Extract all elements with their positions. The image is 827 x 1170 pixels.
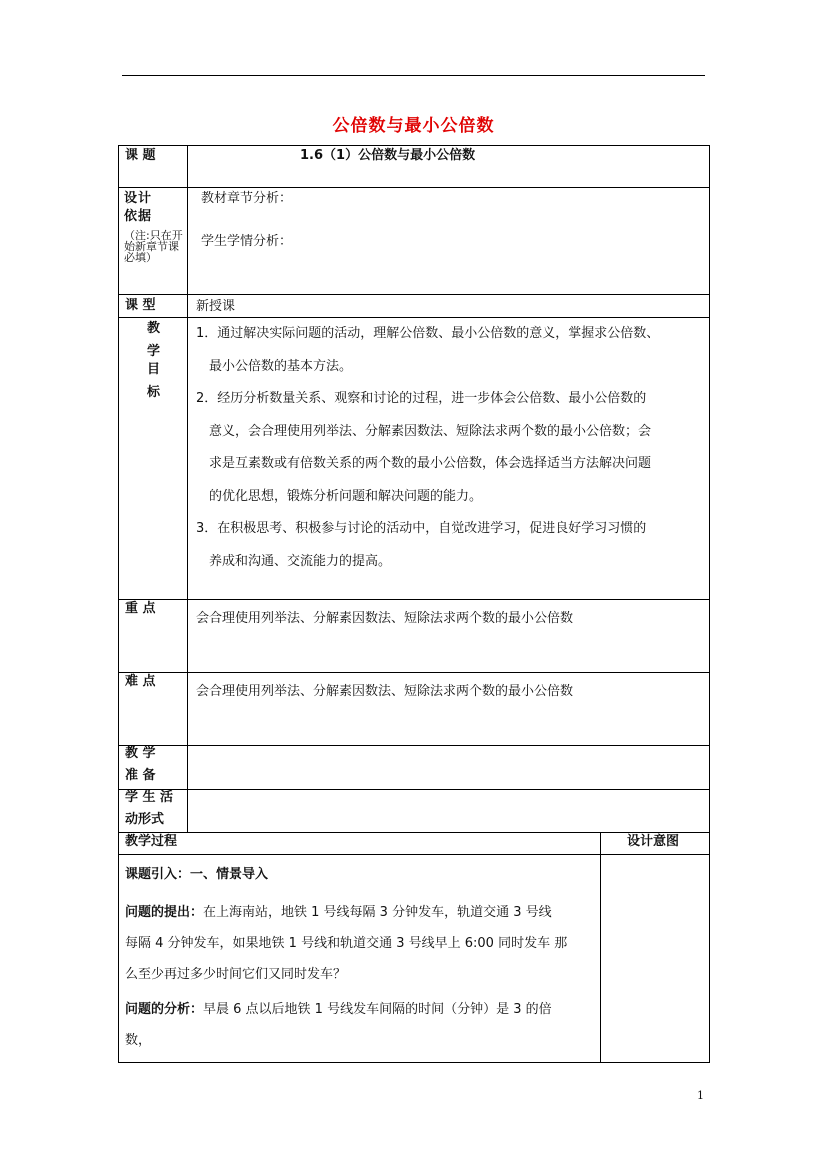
objective-line: 最小公倍数的基本方法。 xyxy=(209,358,353,374)
key-point-label: 重 点 xyxy=(125,601,156,616)
column-divider xyxy=(187,146,188,832)
preparation-label: 教 学 xyxy=(125,746,156,761)
student-analysis-label: 学生学情分析： xyxy=(201,234,293,249)
objectives-label-char: 学 xyxy=(147,344,161,359)
activity-form-label: 动形式 xyxy=(125,812,165,827)
objectives-label-char: 标 xyxy=(147,385,161,400)
question-line: 在上海南站，地铁 1 号线每隔 3 分钟发车，轨道交通 3 号线 xyxy=(203,905,552,920)
question-block xyxy=(125,897,567,990)
difficulty-label: 难 点 xyxy=(125,674,156,689)
row-divider xyxy=(119,599,709,600)
basis-label: 设计依据 xyxy=(124,191,153,224)
objective-line: 1．通过解决实际问题的活动，理解公倍数、最小公倍数的意义，掌握求公倍数、 xyxy=(196,326,660,341)
objective-line: 3．在积极思考、积极参与讨论的活动中，自觉改进学习，促进良好学习习惯的 xyxy=(196,521,647,536)
row-divider xyxy=(119,789,709,790)
row-divider xyxy=(119,294,709,295)
key-point-value: 会合理使用列举法、分解素因数法、短除法求两个数的最小公倍数 xyxy=(196,611,574,626)
document-title: 公倍数与最小公倍数 xyxy=(332,116,495,136)
row-divider xyxy=(119,854,709,855)
objectives-list xyxy=(196,318,659,578)
topic-value: 1.6（1）公倍数与最小公倍数 xyxy=(300,148,476,163)
analysis-line: 数， xyxy=(125,1033,152,1048)
basis-note: （注:只在开始新章节课必填） xyxy=(124,229,183,264)
lesson-type-label: 课 型 xyxy=(125,298,156,313)
analysis-block xyxy=(125,994,552,1056)
intro-heading: 课题引入：一、情景导入 xyxy=(125,867,269,882)
process-header: 教学过程 xyxy=(125,834,178,849)
activity-form-label: 学 生 活 xyxy=(125,790,174,805)
objectives-label-char: 目 xyxy=(147,362,161,377)
lesson-type-value: 新授课 xyxy=(196,299,236,314)
design-intent-header: 设计意图 xyxy=(627,834,680,849)
objective-line: 养成和沟通、交流能力的提高。 xyxy=(209,553,392,569)
row-divider xyxy=(119,745,709,746)
page-number: 1 xyxy=(697,1089,704,1102)
textbook-analysis-label: 教材章节分析： xyxy=(201,191,293,206)
objective-line: 意义，会合理使用列举法、分解素因数法、短除法求两个数的最小公倍数；会 xyxy=(209,423,652,439)
question-line: 每隔 4 分钟发车，如果地铁 1 号线和轨道交通 3 号线早上 6:00 同时发车 那 xyxy=(125,936,568,951)
objectives-label-char: 教 xyxy=(147,321,161,336)
topic-label: 课 题 xyxy=(125,148,156,163)
difficulty-value: 会合理使用列举法、分解素因数法、短除法求两个数的最小公倍数 xyxy=(196,684,574,699)
preparation-label: 准 备 xyxy=(125,768,156,783)
analysis-label: 问题的分析： xyxy=(125,1002,204,1017)
objective-line: 的优化思想，锻炼分析问题和解决问题的能力。 xyxy=(209,488,483,504)
question-label: 问题的提出： xyxy=(125,905,204,920)
objective-line: 2．经历分析数量关系、观察和讨论的过程，进一步体会公倍数、最小公倍数的 xyxy=(196,391,647,406)
row-divider xyxy=(119,187,709,188)
question-line: 么至少再过多少时间它们又同时发车？ xyxy=(125,967,347,982)
header-rule xyxy=(122,75,705,76)
row-divider xyxy=(119,832,709,833)
objective-line: 求是互素数或有倍数关系的两个数的最小公倍数，体会选择适当方法解决问题 xyxy=(209,456,652,471)
row-divider xyxy=(119,672,709,673)
analysis-line: 早晨 6 点以后地铁 1 号线发车间隔的时间（分钟）是 3 的倍 xyxy=(203,1002,552,1017)
column-divider xyxy=(600,832,601,1062)
